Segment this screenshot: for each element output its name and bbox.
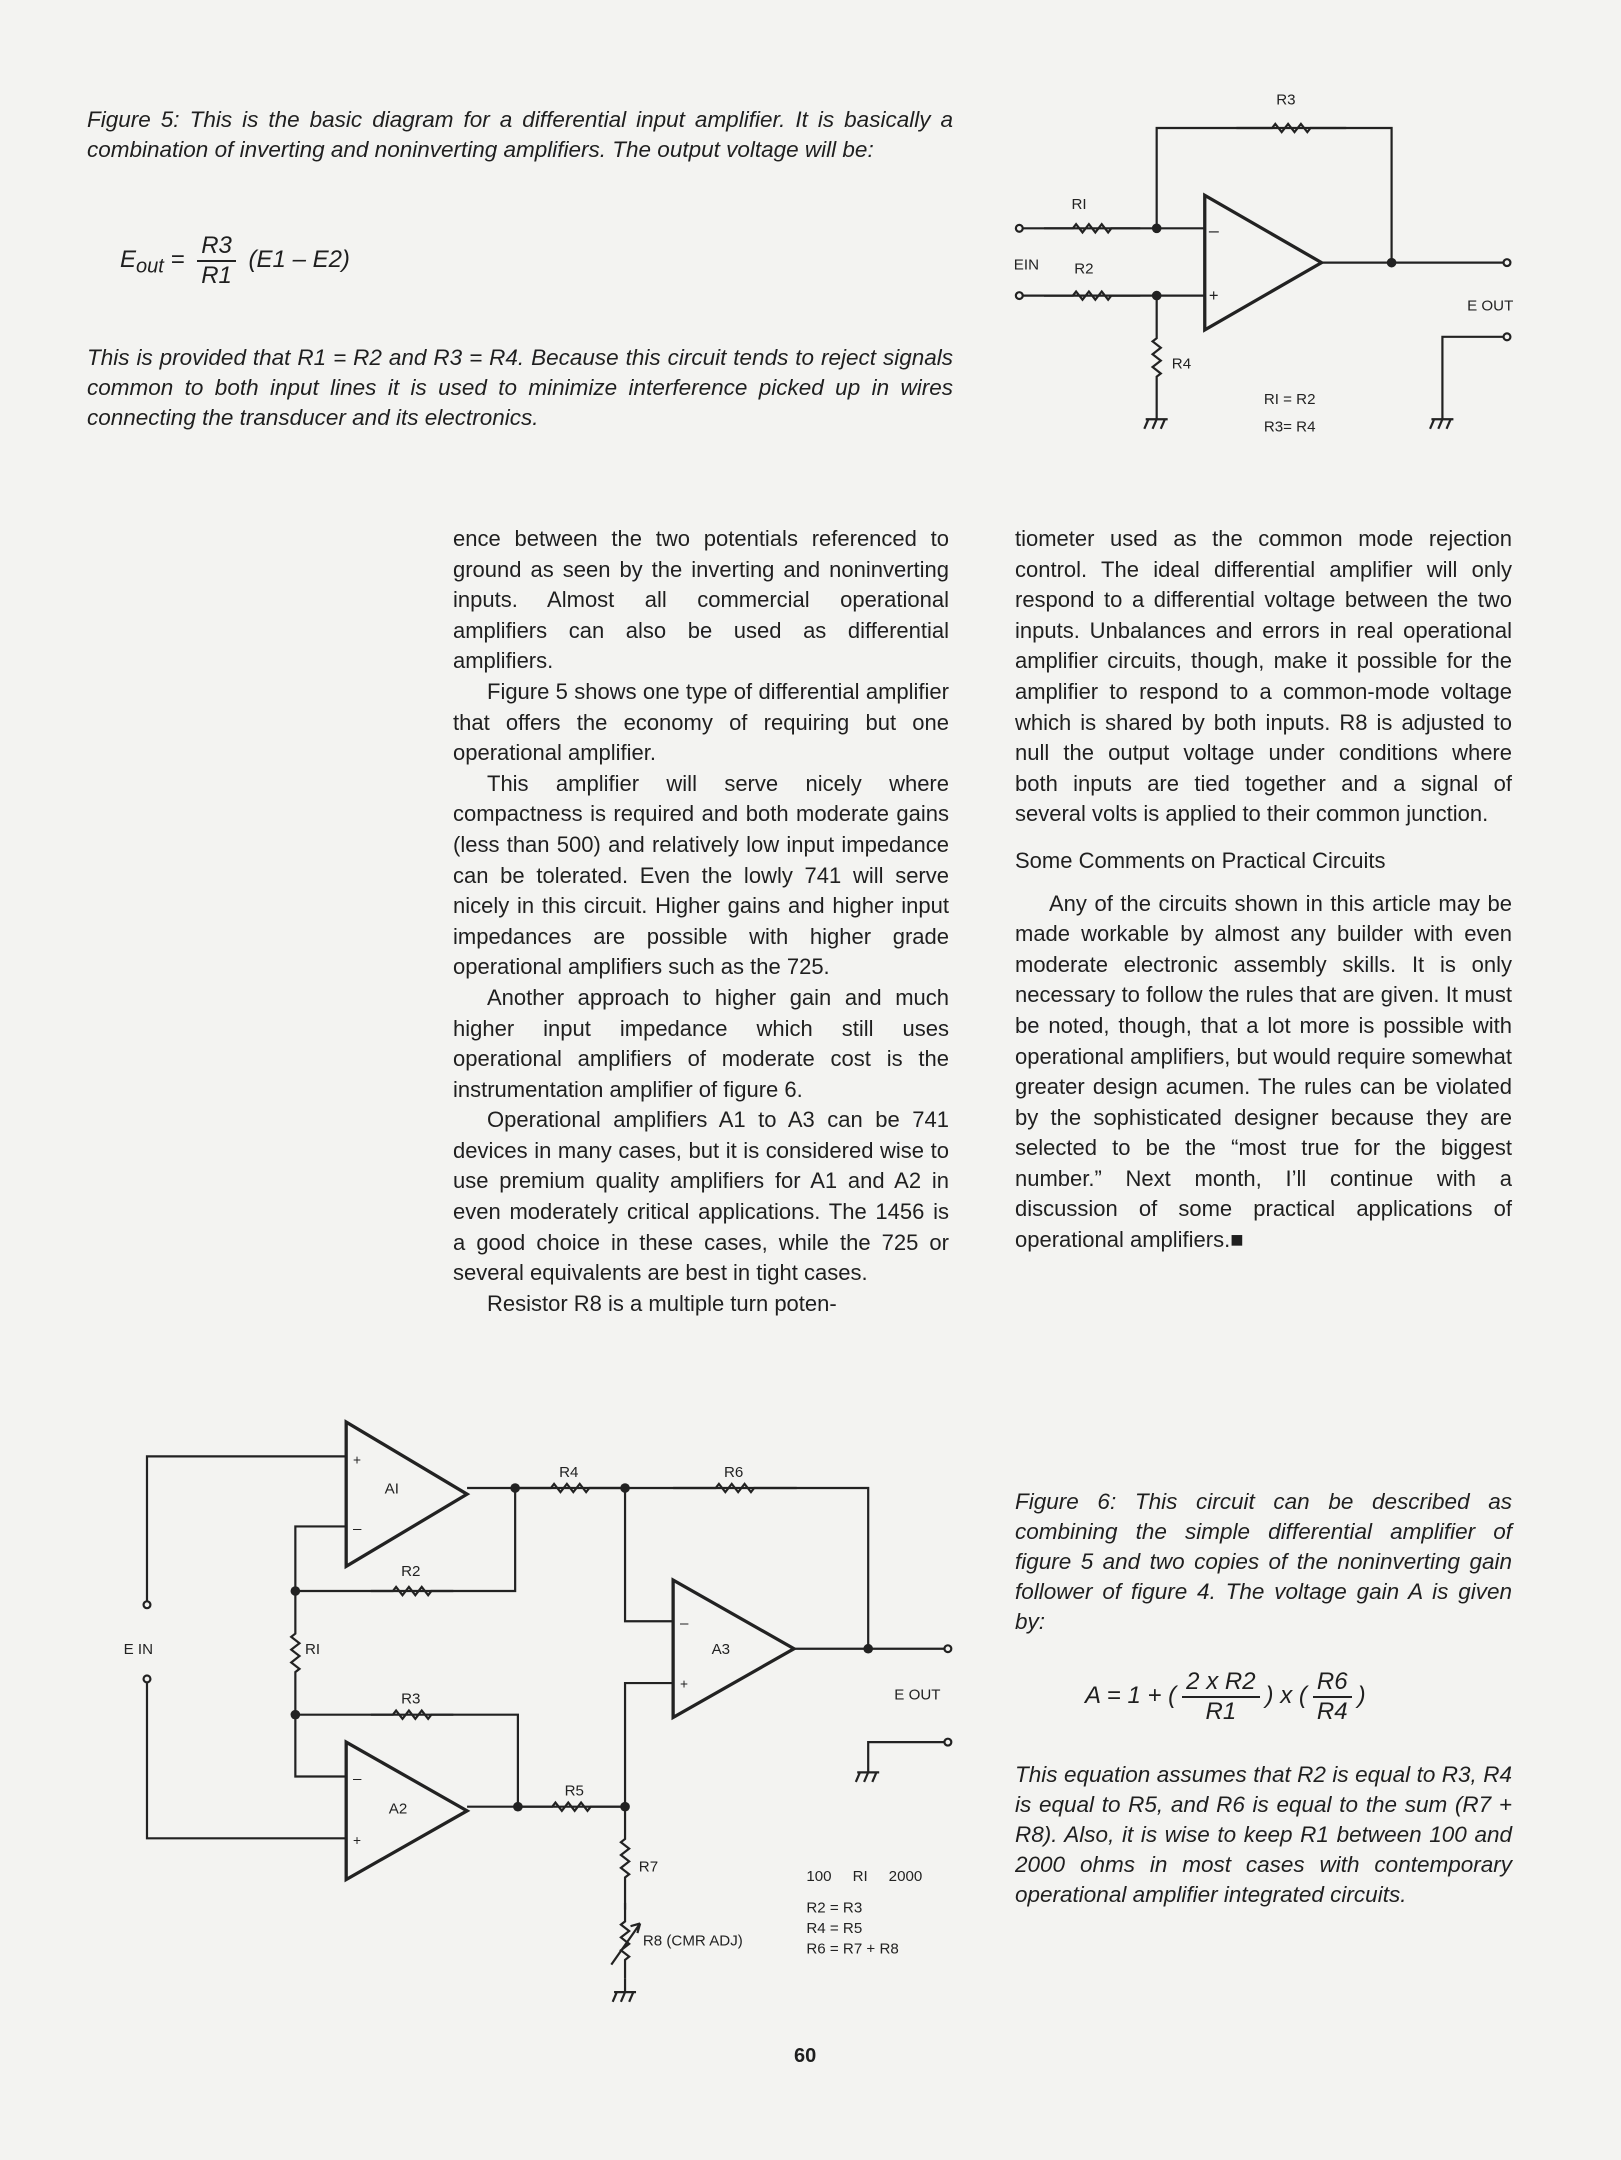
resistor-icon (291, 1591, 299, 1715)
resistor-icon (371, 1587, 453, 1595)
junction-dot (513, 1802, 523, 1812)
rule-r1-range: 100 RI 2000 (806, 1867, 923, 1885)
op-amp-symbol (346, 1422, 467, 1566)
rule-r3-r4: R3= R4 (1263, 418, 1316, 436)
wire (147, 1456, 346, 1600)
label-r4: R4 (559, 1464, 579, 1482)
wire (868, 1742, 948, 1772)
junction-dot (510, 1483, 520, 1493)
ground-icon (1144, 419, 1167, 429)
figure6-caption: Figure 6: This circuit can be described as combining the simple differential amplifier of figure 5 and two copies of the noninverting gain follower of figure 4. The voltage gain A is given by: (1015, 1489, 1512, 1634)
ground-icon (1430, 419, 1453, 429)
end-mark: ■ (1230, 1227, 1244, 1253)
terminal (144, 1676, 151, 1683)
junction-dot (863, 1644, 873, 1654)
label-a3: A3 (711, 1641, 731, 1659)
label-r6: R6 (723, 1464, 744, 1482)
resistor-icon (515, 1484, 625, 1492)
eq-denominator: R1 (1205, 1697, 1237, 1725)
resistor-icon (1153, 296, 1161, 420)
wire (625, 1488, 868, 1649)
terminal (1016, 292, 1023, 299)
paragraph: ence between the two potentials referenced to ground as seen by the inverting and noninverting inputs. Almost all commercial operational amplifiers can also be used as differential amplifiers. (453, 526, 949, 674)
resistor-icon (673, 1484, 797, 1492)
eq-numerator: 2 x R2 (1182, 1668, 1259, 1698)
junction-dot (1387, 258, 1397, 268)
eq-lhs: E (120, 245, 137, 273)
figure5-note: This is provided that R1 = R2 and R3 = R4. Because this circuit tends to reject signals common to both input lines it is used to minimize interference picked up in wires connecting the transducer and its electronics. (87, 345, 953, 430)
label-ein: E IN (123, 1641, 154, 1659)
a2-plus: + (353, 1833, 362, 1849)
paragraph: Figure 5 shows one type of differential amplifier that offers the economy of requiring but one operational amplifier. (453, 678, 949, 766)
resistor-icon (621, 1807, 629, 1910)
terminal (1504, 333, 1511, 340)
figure6-note: This equation assumes that R2 is equal to R3, R4 is equal to R5, and R6 is equal to the sum (R7 + R8). Also, it is wise to keep R1 between 100 and 2000 ohms in most cases with contemporary operational amplifier integrated circuits. (1015, 1762, 1512, 1907)
label-r7: R7 (638, 1858, 659, 1876)
wire (625, 1683, 673, 1807)
eq-numerator: R3 (197, 232, 236, 262)
label-eout: E OUT (1467, 297, 1514, 315)
paragraph: This amplifier will serve nicely where compactness is required and both moderate gains (less than 500) and relatively low input impedance can be tolerated. Even the lowly 741 will serve nicely in this circuit. Higher gains and higher input impedances are possible with higher grade operational amplifiers such as the 725. (453, 770, 949, 980)
paragraph: Operational amplifiers A1 to A3 can be 741 devices in many cases, but it is considered wise to use premium quality amplifiers for A1 and A2 in even moderately critical applications. The 1456 is a good choice in these cases, while the 725 or several equivalents are best in tight cases. (453, 1107, 949, 1286)
junction-dot (1152, 223, 1162, 233)
label-r3: R3 (1276, 91, 1296, 109)
resistor-icon (371, 1711, 453, 1719)
eq-rhs: (E1 – E2) (248, 245, 350, 273)
junction-dot (620, 1483, 630, 1493)
resistor-icon (518, 1803, 625, 1811)
eq-numerator: R6 (1313, 1668, 1352, 1698)
label-eout: E OUT (894, 1686, 941, 1704)
op-amp-symbol (1205, 195, 1322, 330)
ground-icon (856, 1772, 879, 1782)
label-a1: AI (384, 1480, 399, 1498)
terminal (144, 1601, 151, 1608)
a3-plus: + (679, 1676, 689, 1692)
op-amp-symbol (673, 1580, 794, 1717)
resistor-icon (1236, 124, 1346, 132)
wire (295, 1715, 518, 1807)
page-number: 60 (794, 2045, 817, 2067)
label-plus: + (1208, 287, 1219, 306)
paragraph: Resistor R8 is a multiple turn poten- (487, 1290, 837, 1316)
a3-minus: – (679, 1615, 689, 1633)
label-a2: A2 (388, 1800, 408, 1818)
eq-lhs: A = 1 + (1085, 1681, 1162, 1709)
label-r1: RI (304, 1641, 321, 1659)
paragraph: tiometer used as the common mode rejection control. The ideal differential amplifier will only respond to a differential voltage between the two inputs. Unbalances and errors in real operational amplifier circuits, though, make it possible for the amplifier to respond to a common-mode voltage which is shared by both inputs. R8 is adjusted to null the output voltage under conditions where both inputs are tied together and a signal of several volts is applied to their common junction. (1015, 526, 1512, 827)
a1-minus: – (353, 1520, 362, 1538)
eq-equals: = (170, 245, 185, 273)
wire (147, 1683, 346, 1838)
label-r1: RI (1071, 196, 1087, 214)
figure6-labels (124, 1453, 941, 1958)
wire (1442, 337, 1507, 419)
label-r3: R3 (401, 1690, 421, 1708)
eq-lhs-sub: out (136, 255, 164, 278)
rule-r4-r5: R4 = R5 (806, 1920, 863, 1938)
eq-times: x (1280, 1681, 1293, 1709)
label-r5: R5 (564, 1782, 584, 1800)
junction-dot (291, 1710, 301, 1720)
terminal (1504, 259, 1511, 266)
ground-icon (613, 1992, 636, 2002)
a2-minus: – (353, 1770, 362, 1788)
wire (625, 1488, 673, 1621)
paragraph: Another approach to higher gain and much higher input impedance which still uses operational amplifiers of moderate cost is the instrumentation amplifier of figure 6. (453, 984, 949, 1102)
terminal (944, 1739, 951, 1746)
rule-r6: R6 = R7 + R8 (806, 1940, 899, 1958)
label-r2: R2 (401, 1562, 421, 1580)
junction-dot (620, 1802, 630, 1812)
figure5-caption: Figure 5: This is the basic diagram for a differential input amplifier. It is basically a combination of inverting and noninverting amplifiers. The output voltage will be: (87, 107, 953, 162)
wire (295, 1526, 346, 1591)
junction-dot (291, 1586, 301, 1596)
a1-plus: + (353, 1452, 362, 1468)
eq-denominator: R4 (1316, 1697, 1348, 1725)
label-r2: R2 (1074, 260, 1094, 278)
rule-r2-r3: R2 = R3 (806, 1899, 863, 1917)
wire (1157, 128, 1392, 263)
rule-r1-r2: RI = R2 (1263, 391, 1316, 409)
resistor-icon (1044, 291, 1140, 299)
label-r8: R8 (CMR ADJ) (642, 1932, 743, 1950)
wire (295, 1715, 346, 1777)
resistor-icon (1044, 224, 1140, 232)
paragraph-text: Any of the circuits shown in this article may be made workable by almost any builder with even moderate electronic assembly skills. It is only necessary to follow the rules that are given. It must be noted, though, that a lot more is possible with operational amplifiers, but would require somewhat greater design acumen. The rules can be violated by the sophisticated designer because they are selected to be the “most true for the biggest number.” Next month, I’ll continue with a discussion of some practical applications of operational amplifiers. (1015, 890, 1512, 1253)
label-minus: – (1208, 220, 1219, 241)
section-heading: Some Comments on Practical Circuits (1015, 847, 1386, 873)
label-ein: EIN (1013, 256, 1039, 274)
label-r4: R4 (1171, 355, 1192, 373)
figure6-equation: A = 1 + ( $\frac{\text{2 x R2}}{R1}$ ) x ( $\frac{R6}{R4}$ ) (1085, 1668, 1366, 1725)
terminal (944, 1645, 951, 1652)
eq-denominator: R1 (201, 261, 232, 289)
terminal (1016, 225, 1023, 232)
